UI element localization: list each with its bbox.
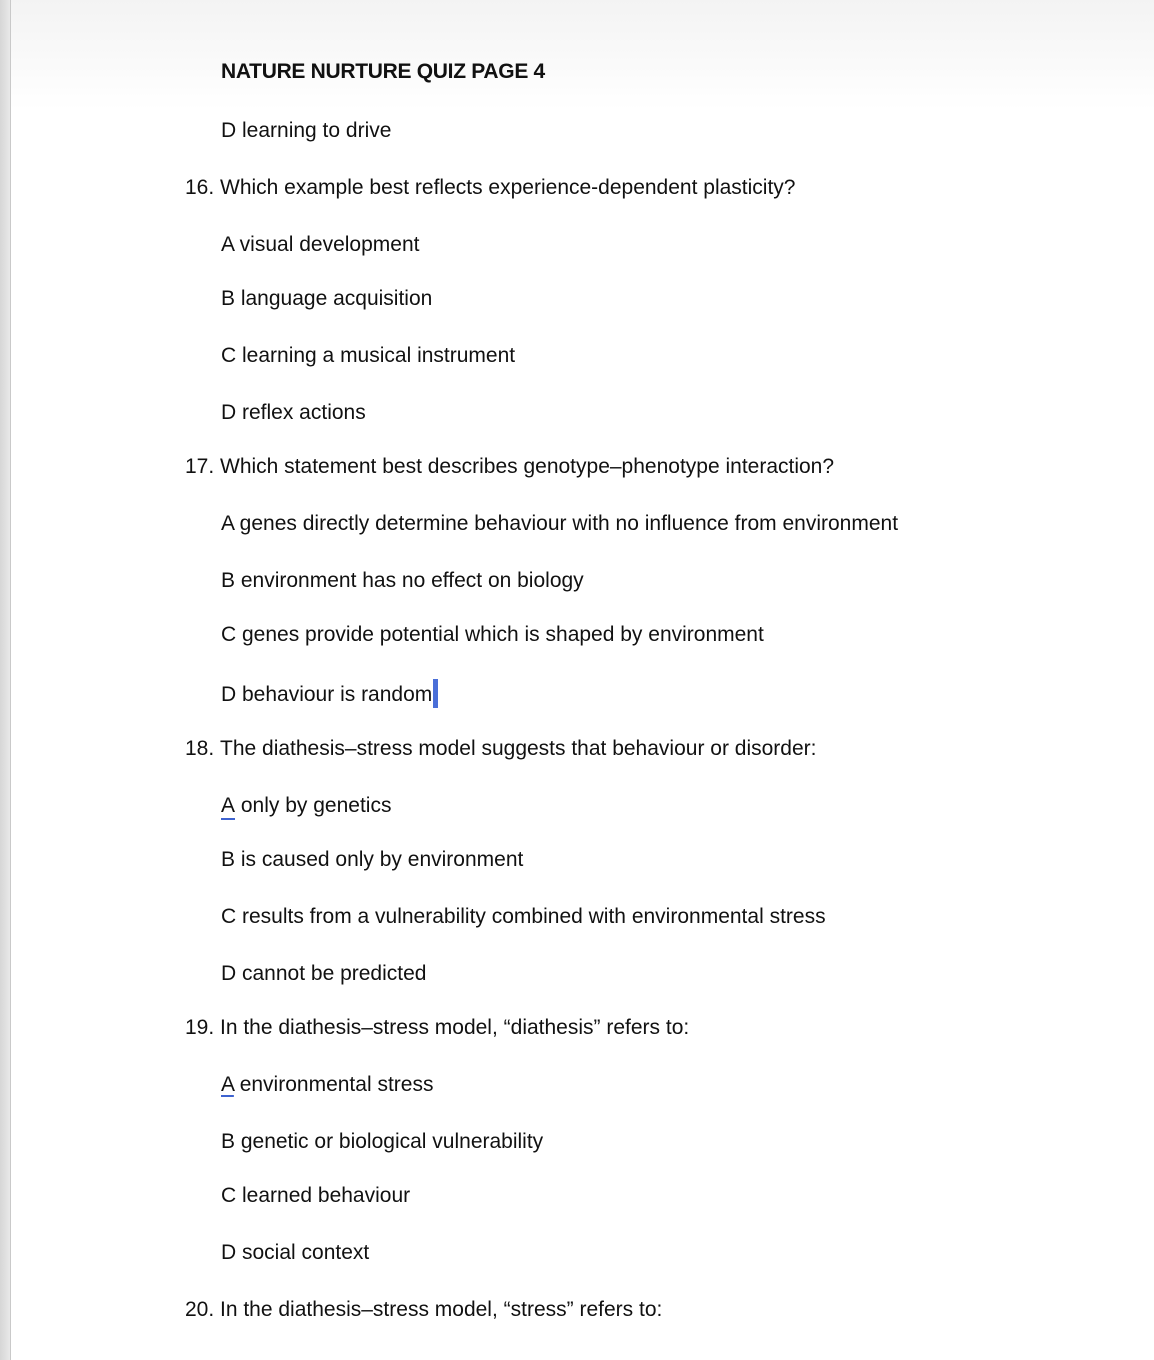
question-text: In the diathesis–stress model, “diathesis” refers to: [220,1016,690,1039]
left-page-edge [0,0,11,1360]
option-text: D behaviour is random [221,683,433,706]
q17-option-c: C genes provide potential which is shaped by environment [221,623,764,646]
question-text: Which statement best describes genotype–phenotype interaction? [220,455,835,478]
option-text: environmental stress [239,1073,434,1096]
autocorrect-marked-letter[interactable]: A [221,795,235,820]
q16-option-d: D reflex actions [221,401,366,424]
question-text: The diathesis–stress model suggests that behaviour or disorder: [220,737,817,760]
q18-option-d: D cannot be predicted [221,962,427,985]
top-shade [11,0,1154,110]
question-number: 17. [185,455,215,478]
page-title: NATURE NURTURE QUIZ PAGE 4 [221,60,545,83]
q19-option-c: C learned behaviour [221,1184,411,1207]
question-number: 18. [185,737,215,760]
question-number: 20. [185,1298,215,1321]
q18-option-a[interactable] [221,793,391,820]
q17-option-d[interactable] [221,679,438,708]
q19-option-b: B genetic or biological vulnerability [221,1130,544,1153]
q16-option-c: C learning a musical instrument [221,344,516,367]
question-number: 16. [185,176,215,199]
q18-option-c: C results from a vulnerability combined with environmental stress [221,905,826,928]
q19-option-d: D social context [221,1241,370,1264]
q17-option-b: B environment has no effect on biology [221,569,584,592]
q19-option-a[interactable] [221,1072,433,1098]
q16-option-b: B language acquisition [221,287,433,310]
q17-option-a: A genes directly determine behaviour with no influence from environment [221,512,899,535]
option-text: only by genetics [240,794,392,817]
option-d-q15: D learning to drive [221,119,392,142]
q16-option-a: A visual development [221,233,420,256]
question-text: In the diathesis–stress model, “stress” refers to: [220,1298,663,1321]
text-cursor [433,679,438,708]
question-number: 19. [185,1016,215,1039]
autocorrect-marked-letter[interactable]: A [221,1073,234,1096]
q18-option-b: B is caused only by environment [221,848,524,871]
question-text: Which example best reflects experience-dependent plasticity? [220,176,796,199]
